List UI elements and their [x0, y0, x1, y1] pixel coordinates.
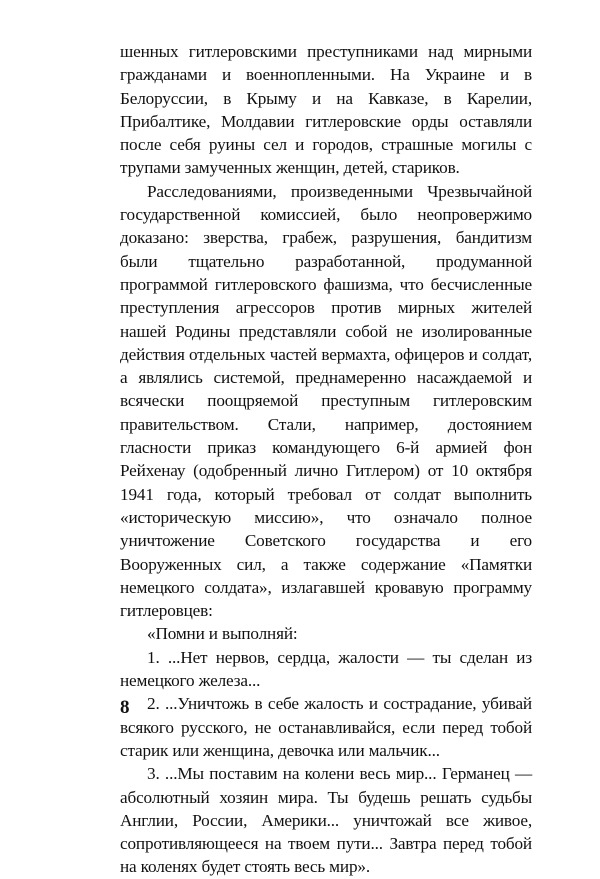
paragraph-4: 1. ...Нет нервов, сердца, жалости — ты сделан из немецкого железа... — [120, 647, 532, 691]
page-body-text — [120, 40, 532, 879]
paragraph-2: Расследованиями, произведенными Чрезвычайной государственной комиссией, было неопровержимо доказано: зверства, грабеж, разрушения, бандитизм были тщательно разработанной, продуманной программой гитлеровского фашизма, что бесчисленные преступления агрессоров против мирных жителей нашей Родины представляли собой не изолированные действия отдельных частей вермахта, офицеров и солдат, а являлись системой, преднамеренно насаждаемой и всячески поощряемой преступным гитлеровским правительством. Стали, например, достоянием гласности приказ командующего 6-й армией фон Рейхенау (одобренный лично Гитлером) от 10 октября 1941 года, который требовал от солдат выполнить «историческую миссию», что означало полное уничтожение Советского государства и его Вооруженных сил, а также содержание «Памятки немецкого солдата», излагавшей кровавую программу гитлеровцев: — [120, 181, 532, 621]
paragraph-1: шенных гитлеровскими преступниками над мирными гражданами и военнопленными. На Украине и в Белоруссии, в Крыму и на Кавказе, в Карелии, Прибалтике, Молдавии гитлеровские орды оставляли после себя руины сел и городов, страшные могилы с трупами замученных женщин, детей, стариков. — [120, 42, 532, 178]
paragraph-3: «Помни и выполняй: — [147, 624, 298, 644]
paragraph-5: 2. ...Уничтожь в себе жалость и сострадание, убивай всякого русского, не останавливайся, если перед тобой старик или женщина, девочка или мальчик... — [120, 694, 532, 760]
page-number: 8 — [120, 697, 130, 718]
paragraph-6: 3. ...Мы поставим на колени весь мир... Германец — абсолютный хозяин мира. Ты будешь решать судьбы Англии, России, Америки... уничтожай все живое, сопротивляющееся на твоем пути... Завтра перед тобой на коленях будет стоять весь мир». — [120, 764, 532, 877]
